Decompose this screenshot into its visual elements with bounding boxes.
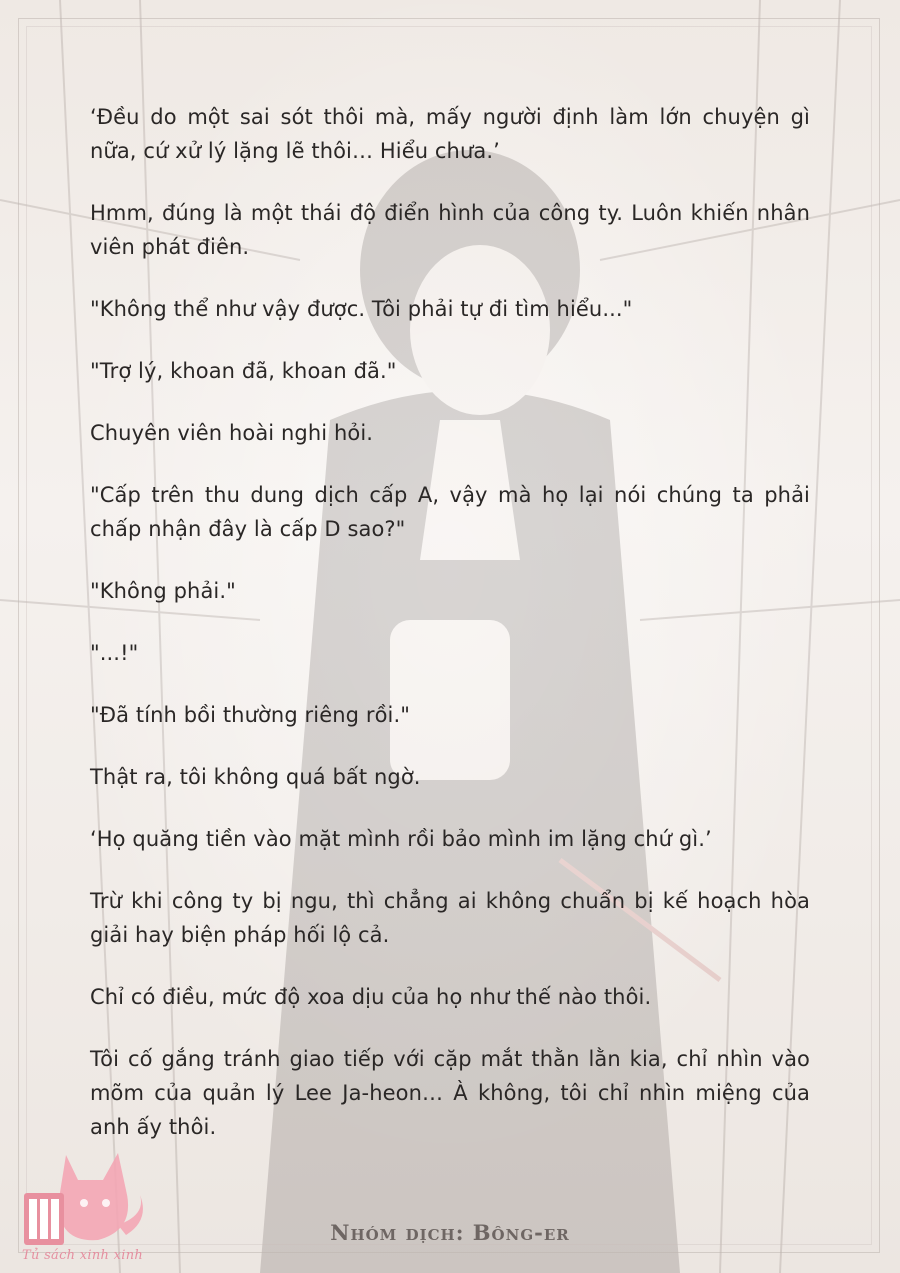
pink-cat-books-icon <box>18 1135 158 1265</box>
paragraph: "Đã tính bồi thường riêng rồi." <box>90 703 410 727</box>
paragraph: Tôi cố gắng tránh giao tiếp với cặp mắt thằn lằn kia, chỉ nhìn vào mõm của quản lý Lee Ja-heon… À không, tôi chỉ nhìn miệng của anh ấy thôi. <box>90 1047 810 1139</box>
translator-credit: Nhóm dịch: Bông-er <box>330 1220 570 1245</box>
paragraph: "Trợ lý, khoan đã, khoan đã." <box>90 359 397 383</box>
paragraph: ‘Họ quăng tiền vào mặt mình rồi bảo mình im lặng chứ gì.’ <box>90 827 712 851</box>
paragraph: Chuyên viên hoài nghi hỏi. <box>90 421 374 445</box>
logo-text: Tủ sách xinh xinh <box>22 1248 144 1263</box>
paragraph: Chỉ có điều, mức độ xoa dịu của họ như thế nào thôi. <box>90 985 652 1009</box>
story-text <box>90 100 810 1172</box>
paragraph: "...!" <box>90 641 139 665</box>
paragraph: ‘Đều do một sai sót thôi mà, mấy người định làm lớn chuyện gì nữa, cứ xử lý lặng lẽ thôi… Hiểu chưa.’ <box>90 105 810 163</box>
paragraph: Hmm, đúng là một thái độ điển hình của công ty. Luôn khiến nhân viên phát điên. <box>90 201 810 259</box>
paragraph: "Không thể như vậy được. Tôi phải tự đi tìm hiểu..." <box>90 297 633 321</box>
paragraph: Trừ khi công ty bị ngu, thì chẳng ai không chuẩn bị kế hoạch hòa giải hay biện pháp hối lộ cả. <box>90 889 810 947</box>
paragraph: Thật ra, tôi không quá bất ngờ. <box>90 765 421 789</box>
paragraph: "Cấp trên thu dung dịch cấp A, vậy mà họ lại nói chúng ta phải chấp nhận đây là cấp D sao?" <box>90 483 810 541</box>
paragraph: "Không phải." <box>90 579 236 603</box>
